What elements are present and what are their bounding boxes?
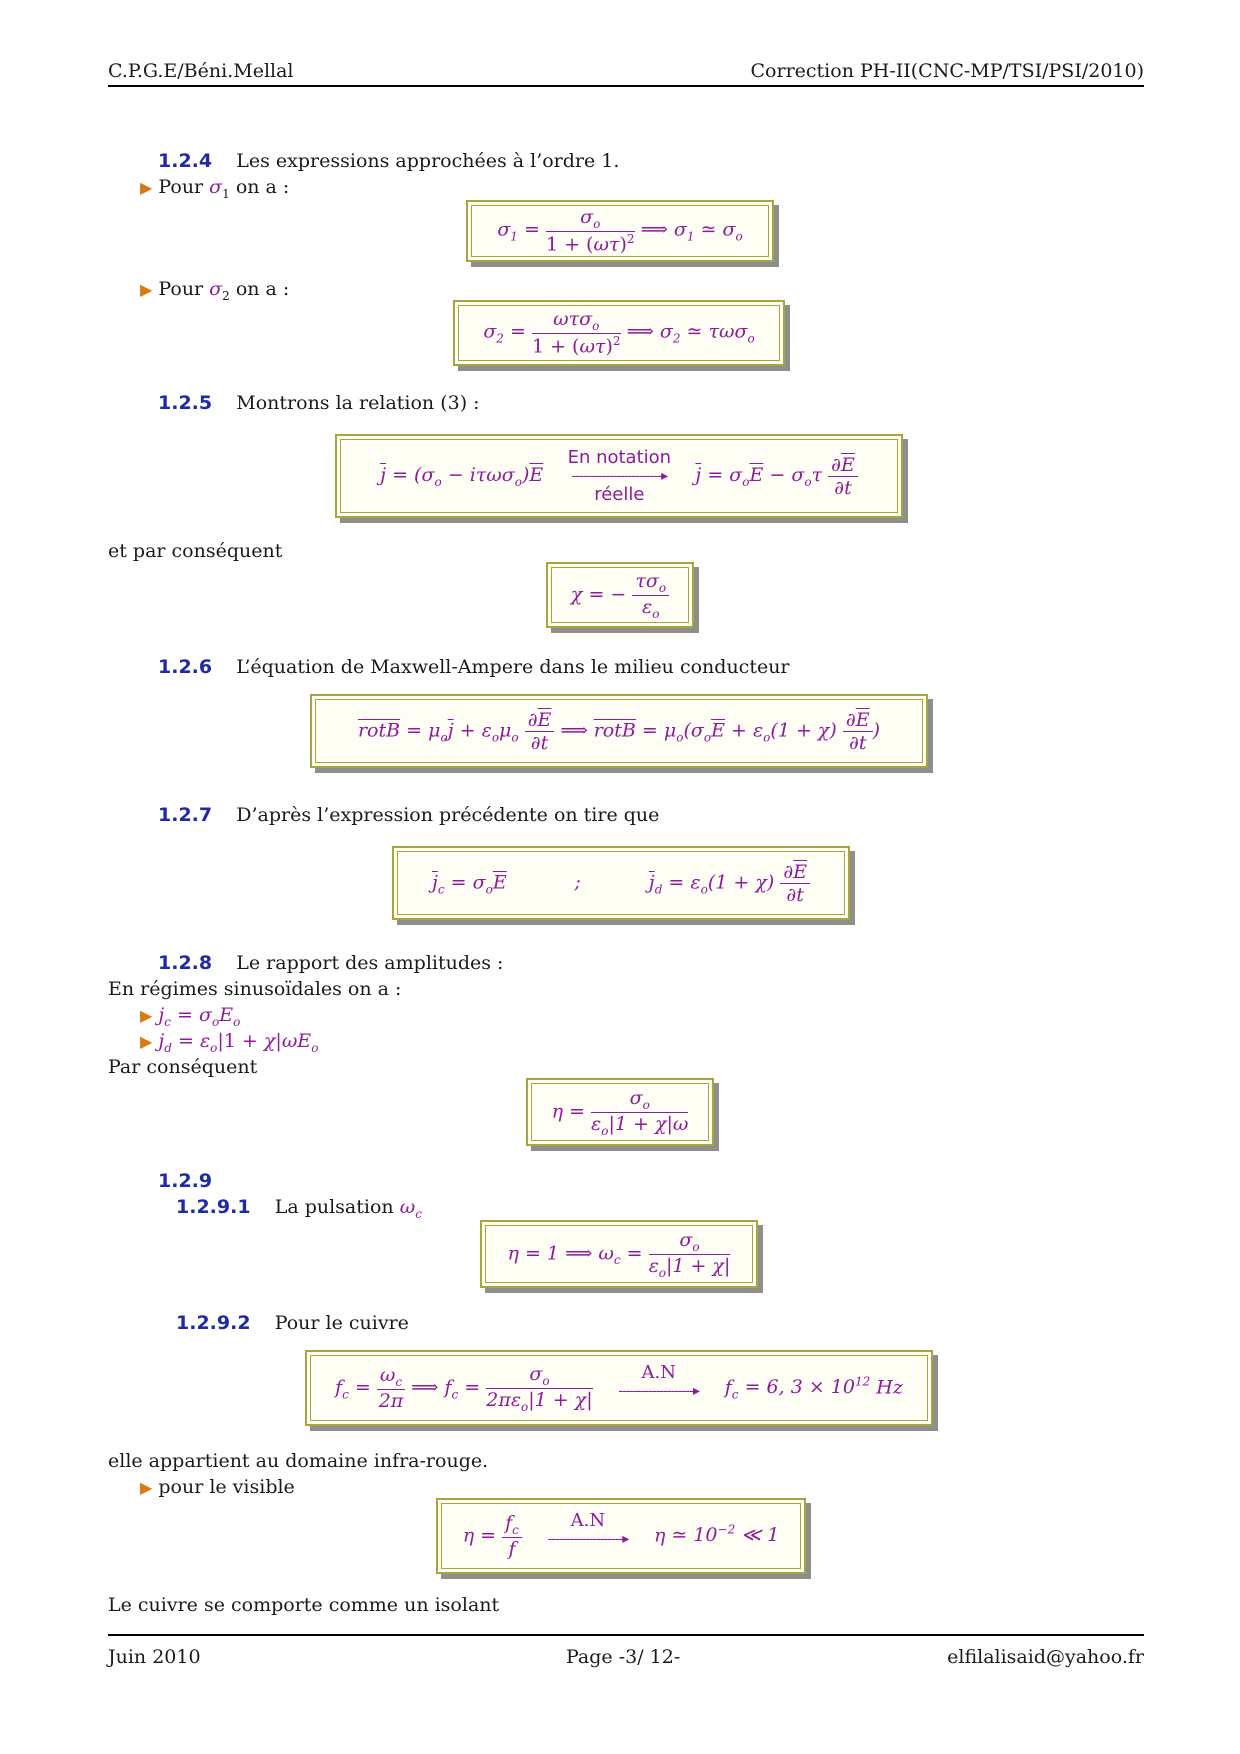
- formula-box-maxwell: [310, 694, 928, 768]
- text-infrarouge: elle appartient au domaine infra-rouge.: [108, 1450, 489, 1472]
- formula-jd: $j_d = \varepsilon_o|1 + \chi|\omega E_o$: [158, 1030, 319, 1055]
- formula-relation3: $\overline{j} = (\sigma_o - i\tau\omega\sigma_o)\overline{E}$ En notation ------------------------▸ réelle $\overline{j} = \sigma_o\overline{E} - \sigma_o\tau$ $\frac{\partial\overline{E}}{\partial t}$: [380, 447, 858, 505]
- formula-sigma1: $\sigma_1$ = $\frac{\sigma_o}{1 + (\omega\tau)^2}$ ⟹ $\sigma_1$ ≃ $\sigma_o$: [497, 206, 743, 256]
- unit-hz: Hz: [876, 1376, 903, 1398]
- arrow-icon: --------------------▸: [618, 1382, 700, 1399]
- formula-omega-c: η = 1 ⟹ $\omega_c$ = $\frac{\sigma_o}{\varepsilon_o|1 + \chi|}$: [507, 1228, 731, 1280]
- bullet-icon: ▶: [140, 280, 153, 299]
- section-1-2-8: [158, 952, 503, 974]
- formula-currents: $\overline{j}_c = \sigma_o\overline{E}$ ; $\overline{j}_d = \varepsilon_o(1 + \chi)$ $\frac{\partial\overline{E}}{\partial t}$: [432, 861, 810, 906]
- formula-fc: $f_c$ = $\frac{\omega_c}{2\pi}$ ⟹ $f_c$ = $\sigma_o$ $2\pi\varepsilon_o|1 + \chi|$ A.N --------------------▸ $f_c = 6$, $3 \times 10^{12}$ Hz: [335, 1361, 903, 1414]
- formula-box-chi: [546, 562, 694, 628]
- formula-chi: χ = − $\tau\sigma_o$ $\varepsilon_o$: [571, 570, 669, 621]
- section-number: 1.2.9.2: [176, 1312, 251, 1334]
- bullet-visible: [140, 1476, 295, 1498]
- header-left: C.P.G.E/Béni.Mellal: [108, 60, 294, 82]
- bullet-icon: ▶: [140, 1006, 153, 1025]
- footer-page: Page -3/ 12-: [566, 1646, 681, 1668]
- section-1-2-4: [158, 150, 619, 172]
- text-et-par-consequent: et par conséquent: [108, 540, 283, 562]
- bullet-sigma1: [140, 176, 289, 201]
- footer-left: Juin 2010: [108, 1646, 201, 1668]
- section-title: Le rapport des amplitudes :: [236, 952, 504, 974]
- formula-box-sigma2: [453, 300, 785, 366]
- section-number: 1.2.4: [158, 150, 213, 172]
- bullet-icon: ▶: [140, 1478, 153, 1497]
- section-number: 1.2.6: [158, 656, 213, 678]
- arrow-label-bottom: réelle: [594, 484, 645, 505]
- section-number: 1.2.8: [158, 952, 213, 974]
- text-par-consequent: Par conséquent: [108, 1056, 258, 1078]
- section-title-rendered: La pulsation $\omega_c$: [274, 1196, 422, 1221]
- arrow-label-top: En notation: [567, 447, 672, 468]
- formula-box-eta-visible: [436, 1498, 806, 1574]
- section-1-2-7: [158, 804, 659, 826]
- bullet-text: pour le visible: [158, 1476, 295, 1498]
- header-rule: [108, 85, 1144, 87]
- formula-eta-visible: η = $\frac{f_c}{f}$ A.N --------------------▸ η ≃ $10^{-2}$ ≪ 1: [462, 1509, 780, 1560]
- formula-jc: $j_c = \sigma_oE_o$: [158, 1004, 241, 1029]
- bullet-icon: ▶: [140, 178, 153, 197]
- text-isolant: Le cuivre se comporte comme un isolant: [108, 1594, 500, 1616]
- text-regimes: En régimes sinusoïdales on a :: [108, 978, 402, 1000]
- section-number: 1.2.9.1: [176, 1196, 251, 1218]
- footer-email[interactable]: elfilalisaid@yahoo.fr: [947, 1646, 1144, 1668]
- section-title: Montrons la relation (3) :: [236, 392, 480, 414]
- formula-maxwell-ampere: $\overline{rot}\overline{B} = \mu_o\overline{j} + \varepsilon_o\mu_o$ $\frac{\partial\overline{E}}{\partial t}$ ⟹ $\overline{rot}\overline{B} = \mu_o(\sigma_o\overline{E} + \varepsilon_o(1 + \chi)$ $\frac{\partial\overline{E}}{\partial t}$ ): [357, 708, 881, 754]
- bullet-jc: [140, 1004, 240, 1029]
- bullet-icon: ▶: [140, 1032, 153, 1051]
- formula-eta: η = $\frac{\sigma_o}{\varepsilon_o|1 + \chi|\omega}$: [551, 1086, 689, 1138]
- section-1-2-5: [158, 392, 480, 414]
- formula-sigma2: $\sigma_2$ = ωτσ$_o$ $1 + (\omega\tau)^2$ ⟹ $\sigma_2$ ≃ τωσ$_o$: [483, 308, 755, 358]
- section-1-2-9-1: [176, 1196, 422, 1221]
- bullet-rendered: Pour $\sigma_1$ on a :: [158, 176, 290, 201]
- section-number: 1.2.7: [158, 804, 213, 826]
- section-title: Pour le cuivre: [274, 1312, 409, 1334]
- formula-box-omega-c: [480, 1220, 758, 1288]
- section-title: L’équation de Maxwell-Ampere dans le milieu conducteur: [236, 656, 790, 678]
- bullet-rendered: Pour $\sigma_2$ on a :: [158, 278, 290, 303]
- footer-rule: [108, 1634, 1144, 1636]
- section-1-2-9-2: [176, 1312, 409, 1334]
- section-number: 1.2.5: [158, 392, 213, 414]
- formula-box-currents: [392, 846, 850, 920]
- section-number: 1.2.9: [158, 1170, 213, 1192]
- section-1-2-9: [158, 1170, 212, 1192]
- arrow-label-an: A.N: [570, 1509, 606, 1531]
- formula-box-sigma1: [466, 200, 774, 262]
- arrow-icon: ------------------------▸: [571, 468, 668, 484]
- header-right: Correction PH-II(CNC-MP/TSI/PSI/2010): [750, 60, 1144, 82]
- arrow-label-an: A.N: [641, 1361, 676, 1383]
- bullet-jd: [140, 1030, 318, 1055]
- formula-box-relation3: [335, 434, 903, 518]
- section-title: Les expressions approchées à l’ordre 1.: [236, 150, 620, 172]
- section-title: D’après l’expression précédente on tire que: [236, 804, 660, 826]
- section-1-2-6: [158, 656, 790, 678]
- arrow-icon: --------------------▸: [547, 1530, 629, 1547]
- formula-box-eta: [526, 1078, 714, 1146]
- formula-box-fc: [305, 1350, 933, 1426]
- bullet-sigma2: [140, 278, 289, 303]
